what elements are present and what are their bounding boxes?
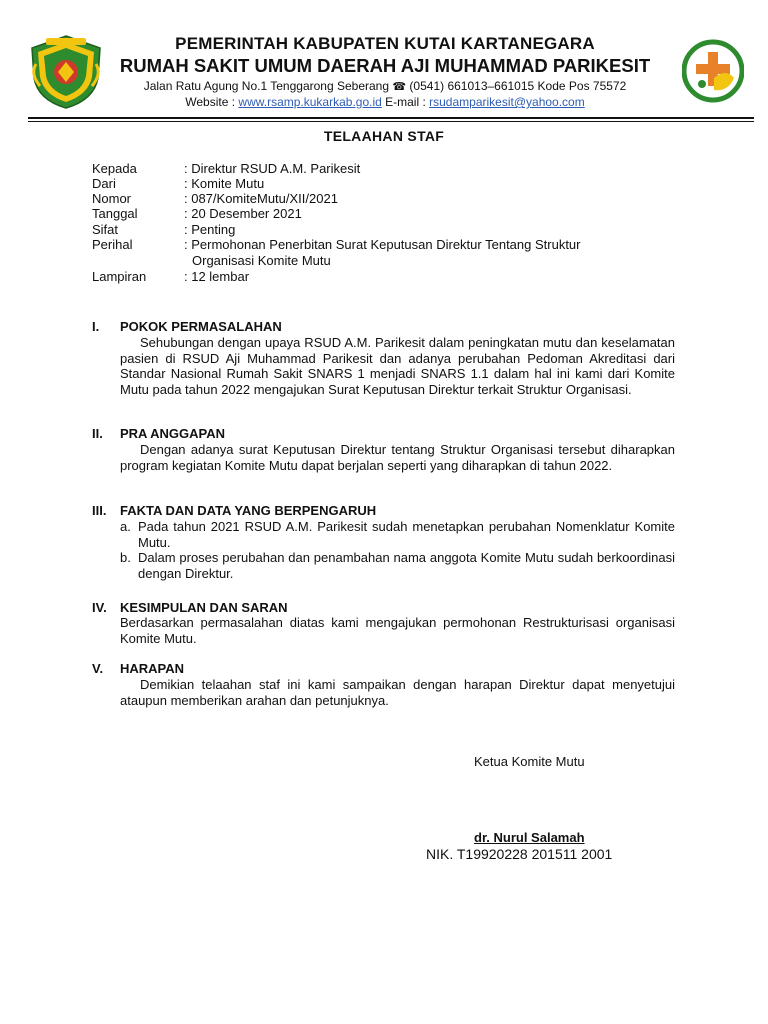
section-number: V. [92, 661, 104, 676]
section-heading-3 [92, 503, 376, 518]
field-value: : 12 lembar [184, 269, 250, 284]
hospital-name: RUMAH SAKIT UMUM DAERAH AJI MUHAMMAD PARIKESIT [119, 55, 651, 76]
section-title: POKOK PERMASALAHAN [120, 319, 282, 334]
section-title: PRA ANGGAPAN [120, 426, 225, 441]
field-value-continued: Organisasi Komite Mutu [192, 253, 331, 268]
section-title: FAKTA DAN DATA YANG BERPENGARUH [120, 503, 377, 518]
government-name: PEMERINTAH KABUPATEN KUTAI KARTANEGARA [175, 34, 595, 53]
signatory-role: Ketua Komite Mutu [474, 754, 585, 769]
field-label: Sifat [92, 222, 119, 237]
header-rule-thin [28, 121, 754, 122]
address: Jalan Ratu Agung No.1 Tenggarong Seberang [143, 79, 390, 93]
phone-icon: ☎ [392, 81, 407, 93]
website-label: Website : [185, 95, 239, 109]
section-5-paragraph: Demikian telaahan staf ini kami sampaikan dengan harapan Direktur dapat menyetujui ataupun memberikan arahan dan petunjuknya. [120, 677, 675, 708]
field-label: Lampiran [92, 269, 147, 284]
section-title: KESIMPULAN DAN SARAN [120, 600, 288, 615]
email-link[interactable]: rsudamparikesit@yahoo.com [429, 95, 585, 109]
signatory-name: dr. Nurul Salamah [474, 830, 585, 845]
contact-line [100, 95, 670, 110]
signatory-nik: NIK. T19920228 201511 2001 [426, 846, 613, 862]
document-title: TELAAHAN STAF [323, 128, 445, 144]
section-number: I. [92, 319, 100, 334]
list-marker: b. [120, 550, 131, 565]
field-label: Nomor [92, 191, 132, 206]
website-link[interactable]: www.rsamp.kukarkab.go.id [238, 95, 382, 109]
list-item-text: Pada tahun 2021 RSUD A.M. Parikesit sudah menetapkan perubahan Nomenklatur Komite Mutu. [138, 519, 675, 550]
list-marker: a. [120, 519, 131, 534]
section-2-paragraph: Dengan adanya surat Keputusan Direktur tentang Struktur Organisasi tersebut diharapkan program kegiatan Komite Mutu dapat berjalan seperti yang diharapkan di tahun 2022. [120, 442, 675, 473]
hospital-logo-icon [682, 38, 744, 104]
field-label: Kepada [92, 161, 137, 176]
section-heading-1 [92, 319, 282, 334]
field-value: : 087/KomiteMutu/XII/2021 [184, 191, 338, 206]
field-value: : Direktur RSUD A.M. Parikesit [184, 161, 361, 176]
phone-number: (0541) 661013–661015 Kode Pos 75572 [409, 79, 627, 93]
field-label: Tanggal [92, 206, 138, 221]
section-title: HARAPAN [120, 661, 185, 676]
field-label: Dari [92, 176, 116, 191]
list-item-text: Dalam proses perubahan dan penambahan nama anggota Komite Mutu sudah berkoordinasi dengan Direktur. [138, 550, 675, 581]
section-4-paragraph: Berdasarkan permasalahan diatas kami mengajukan permohonan Restrukturisasi organisasi Komite Mutu. [120, 615, 675, 646]
section-number: IV. [92, 600, 107, 615]
field-value: : Permohonan Penerbitan Surat Keputusan Direktur Tentang Struktur [184, 237, 581, 252]
address-line [100, 78, 670, 95]
header-rule-thick [28, 117, 754, 119]
kutai-kartanegara-crest-icon [28, 34, 104, 110]
field-label: Perihal [92, 237, 133, 252]
list-item [120, 550, 675, 581]
section-number: II. [92, 426, 103, 441]
letterhead [100, 34, 670, 110]
section-heading-4 [92, 600, 288, 615]
section-number: III. [92, 503, 107, 518]
section-1-paragraph: Sehubungan dengan upaya RSUD A.M. Parikesit dalam peningkatan mutu dan keselamatan pasien di RSUD Aji Muhammad Parikesit dan adanya perubahan Pedoman Akreditasi dari Standar Nasional Rumah Sakit SNARS 1 menjadi SNARS 1.1 dalam hal ini kami dari Komite Mutu pada tahun 2022 mengajukan Surat Keputusan Direktur terkait Struktur Organisasi. [120, 335, 675, 397]
email-label: E-mail : [381, 95, 430, 109]
section-heading-5 [92, 661, 184, 676]
field-value: : Penting [184, 222, 236, 237]
section-heading-2 [92, 426, 225, 441]
list-item [120, 519, 675, 550]
field-value: : 20 Desember 2021 [184, 206, 302, 221]
field-value: : Komite Mutu [184, 176, 265, 191]
